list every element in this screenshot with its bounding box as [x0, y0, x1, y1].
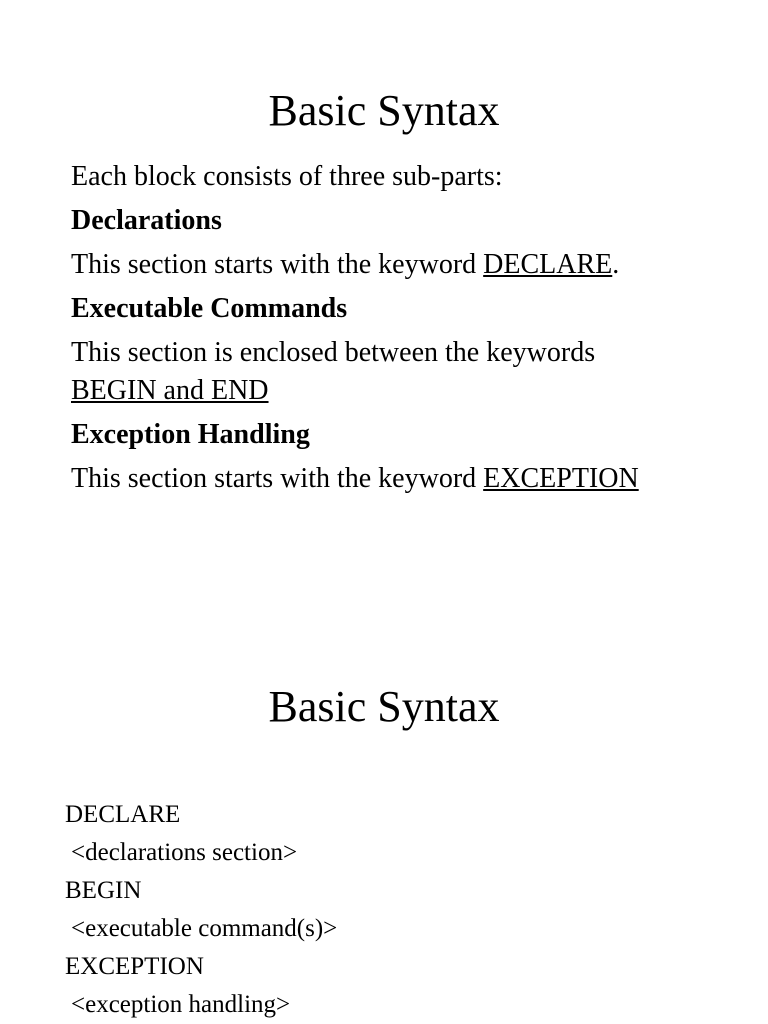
code-line: <declarations section> [71, 839, 298, 866]
declarations-heading: Declarations [71, 205, 222, 236]
code-line: <exception handling> [71, 991, 291, 1018]
executable-text: This section is enclosed between the keywords [71, 337, 596, 368]
slide-2 [0, 512, 768, 1024]
begin-end-keyword: BEGIN and END [71, 375, 269, 406]
slide-1-title: Basic Syntax [268, 86, 500, 135]
code-line: EXCEPTION [65, 953, 204, 980]
slide-2-title: Basic Syntax [268, 682, 500, 731]
intro-text: Each block consists of three sub-parts: [71, 161, 503, 192]
declarations-text: This section starts with the keyword [71, 249, 484, 280]
code-line: <executable command(s)> [71, 915, 338, 942]
exception-description [71, 462, 639, 496]
code-line: BEGIN [65, 877, 142, 904]
declarations-description [71, 248, 619, 282]
declarations-period: . [612, 249, 620, 280]
declare-keyword: DECLARE [483, 249, 613, 280]
exception-keyword: EXCEPTION [483, 463, 639, 494]
exception-text: This section starts with the keyword [71, 463, 484, 494]
code-line: DECLARE [65, 801, 181, 828]
executable-heading: Executable Commands [71, 293, 348, 324]
exception-heading: Exception Handling [71, 419, 310, 450]
